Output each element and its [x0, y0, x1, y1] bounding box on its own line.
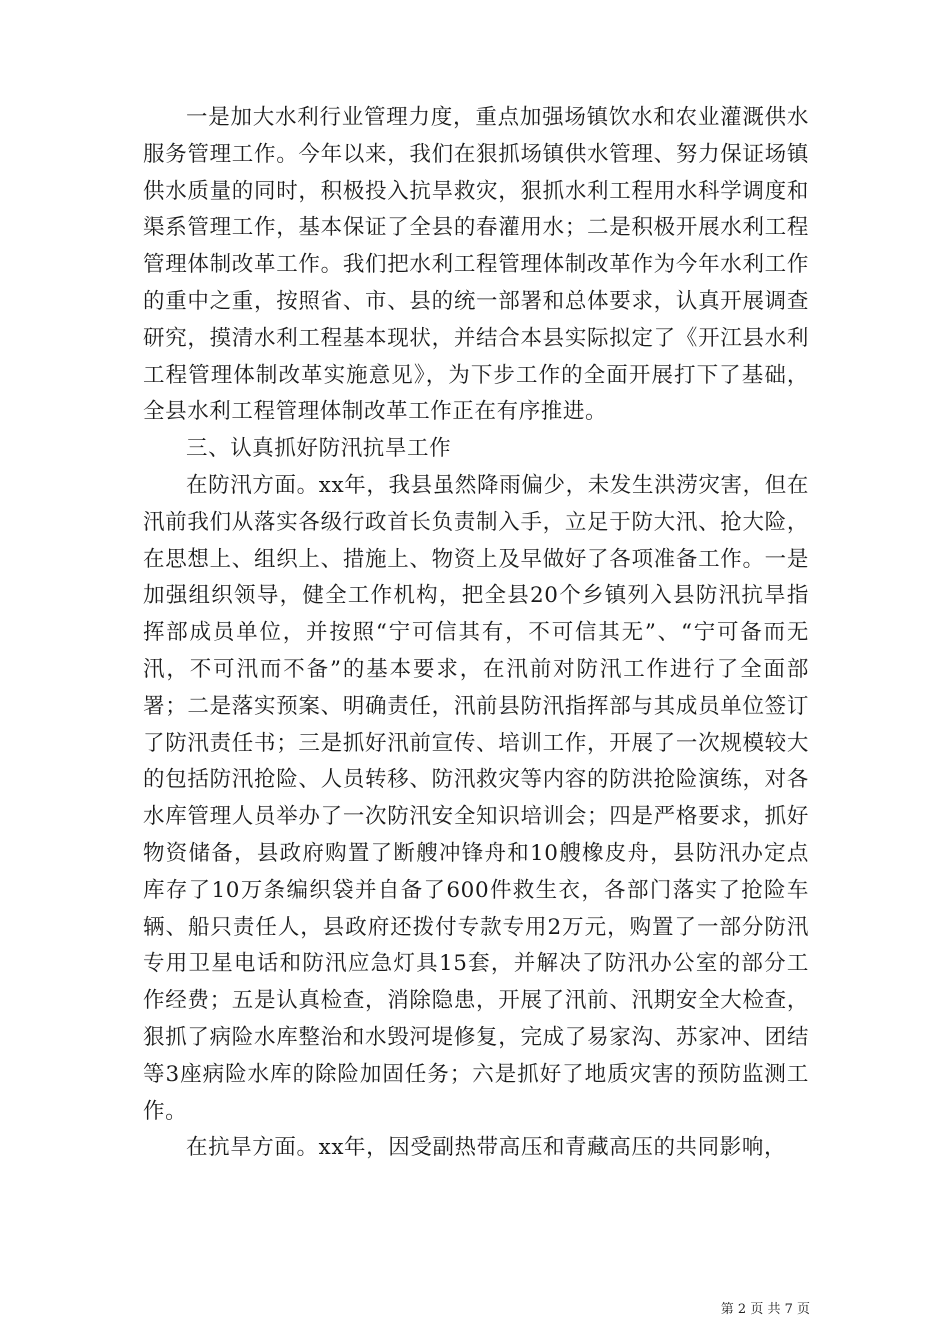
paragraph-flood-control: 在防汛方面。xx年，我县虽然降雨偏少，未发生洪涝灾害，但在汛前我们从落实各级行政首长负责制入手，立足于防大汛、抢大险，在思想上、组织上、措施上、物资上及早做好了各项准备工作。一是加强组织领导，健全工作机构，把全县20个乡镇列入县防汛抗旱指挥部成员单位，并按照“宁可信其有，不可信其无”、“宁可备而无汛，不可汛而不备”的基本要求，在汛前对防汛工作进行了全面部署；二是落实预案、明确责任，汛前县防汛指挥部与其成员单位签订了防汛责任书；三是抓好汛前宣传、培训工作，开展了一次规模较大的包括防汛抢险、人员转移、防汛救灾等内容的防洪抢险演练，对各水库管理人员举办了一次防汛安全知识培训会；四是严格要求，抓好物资储备，县政府购置了断艘冲锋舟和10艘橡皮舟，县防汛办定点库存了10万条编织袋并自备了600件救生衣，各部门落实了抢险车辆、船只责任人，县政府还拨付专款专用2万元，购置了一部分防汛专用卫星电话和防汛应急灯具15套，并解决了防汛办公室的部分工作经费；五是认真检查，消除隐患，开展了汛前、汛期安全大检查，狠抓了病险水库整治和水毁河堤修复，完成了易家沟、苏家冲、团结等3座病险水库的除险加固任务；六是抓好了地质灾害的预防监测工作。 [143, 472, 809, 1124]
document-body [143, 100, 809, 1167]
section-heading-flood-drought: 三、认真抓好防汛抗旱工作 [186, 436, 452, 462]
page-number-footer: 第 2 页 共 7 页 [720, 1302, 810, 1317]
paragraph-drought-relief: 在抗旱方面。xx年，因受副热带高压和青藏高压的共同影响， [186, 1135, 787, 1161]
paragraph-water-management: 一是加大水利行业管理力度，重点加强场镇饮水和农业灌溉供水服务管理工作。今年以来，我们在狠抓场镇供水管理、努力保证场镇供水质量的同时，积极投入抗旱救灾，狠抓水利工程用水科学调度和渠系管理工作，基本保证了全县的春灌用水；二是积极开展水利工程管理体制改革工作。我们把水利工程管理体制改革作为今年水利工作的重中之重，按照省、市、县的统一部署和总体要求，认真开展调查研究，摸清水利工程基本现状，并结合本县实际拟定了《开江县水利工程管理体制改革实施意见》，为下步工作的全面开展打下了基础，全县水利工程管理体制改革工作正在有序推进。 [143, 105, 809, 425]
